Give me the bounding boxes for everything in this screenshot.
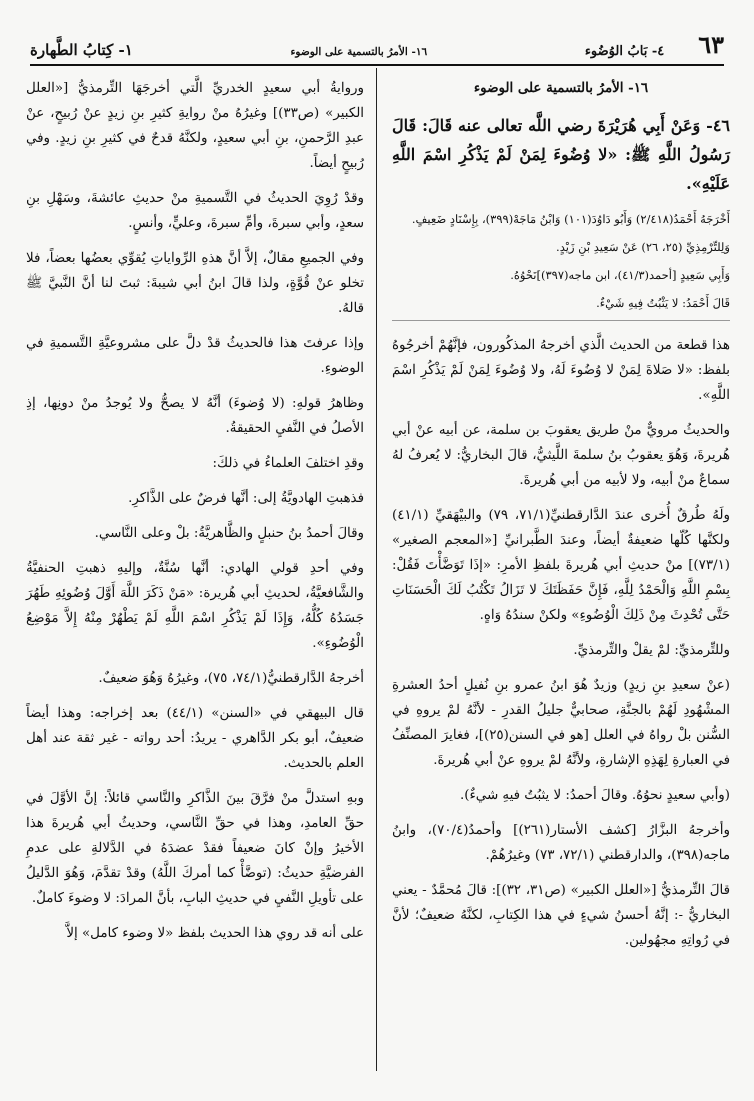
paragraph: وأخرجهُ البزَّارُ [كشف الأستار(٢٦١)] وأحمدُ(٧٠/٤)، وابنُ ماجه(٣٩٨)، والدارقطني (٧٢/١، ٧٣) وغيرُهُمْ. (392, 823, 730, 863)
source-line: قَالَ أَحْمَدُ: لا يَثْبُتُ فِيهِ شَيْءٌ. (596, 296, 730, 310)
paragraph: قال البيهقي في «السنن» (٤٤/١) بعد إخراجه: وهذا أيضاً ضعيفٌ، أبو بكر الدَّاهري - يريدُ: أحد رواته - غير ثقة عند أهل العلم بالحديث. (26, 706, 364, 771)
paragraph: قالَ التِّرمذيُّ [«العلل الكبير» (ص٣١، ٣٢)]: قالَ مُحمَّدٌ - يعني البخاريُّ -: إنَّهُ أحسنُ شيءٍ في هذا الكِتابِ، لكنَّهُ ضعيفٌ؛ لأنَّ في رُواتِهِ مجهُولين. (392, 883, 730, 948)
source-line: وَأَبِي سَعِيدٍ [أحمد(٤١/٣)، ابن ماجه(٣٩٧)]نَحْوُهُ. (510, 268, 730, 282)
paragraph: ولَهُ طُرقٌ أُخرى عندَ الدَّارقطنيِّ(٧١/١، ٧٩) والبيْهَقيِّ (٤١/١) ولكنَّها كُلّها ضعيفةٌ أيضاً، وعندَ الطَّبرانيِّ [«المعجم الصغير» (٧٣/١)] منْ حديثِ أبي هُريرةَ بلفظِ الأمرِ: «إذَا تَوَضَّأْتَ فَقُلْ: بِسْمِ اللَّهِ وَالْحَمْدُ لِلَّهِ، فَإِنَّ حَفَظَتَكَ لا تَزَالُ تَكْتُبُ لَكَ الْحَسَنَاتِ حَتَّى تُحْدِثَ مِنْ ذَلِكَ الْوُضُوءِ» ولكنْ سندُهُ وَاهٍ. (392, 508, 730, 623)
paragraph: وفي الجميعِ مقالٌ، إلاَّ أنَّ هذهِ الرِّواياتِ يُقوِّي بعضُها بعضاً، فلا تخلو عنْ قُوَّةٍ، ولذا قالَ ابنُ أبي شيبةَ: ثبتَ لنا أنَّ النَّبيَّ ﷺ قالهُ. (26, 251, 364, 316)
page-header (30, 28, 724, 66)
page-number: ٦٣ (698, 30, 724, 59)
paragraph: وفي أحدِ قولي الهادي: أنَّها سُنَّةٌ، وإليهِ ذهبتِ الحنفيَّةُ والشَّافعيَّةُ، لحديثِ أبي هُريرة: «مَنْ ذَكَرَ اللَّهَ أَوَّلَ وُضُوئِهِ طَهُرَ جَسَدُهُ كُلُّهُ، وَإِذَا لَمْ يَذْكُرِ اسْمَ اللَّهِ لَمْ يَطْهُرْ مِنْهُ إِلاَّ مَوْضِعُ الْوُضُوءِ». (26, 561, 364, 651)
left-column (26, 76, 364, 956)
paragraph: هذا قطعة من الحديث الَّذي أخرجهُ المذكُورون، فإنَّهُمْ أخرجُوهُ بلفظ: «لا صَلاةَ لِمَنْ لا وُضُوءَ لَهُ، ولا وُضُوءَ لِمَنْ لَمْ يَذْكُرِ اسْمَ اللَّهِ». (392, 338, 730, 403)
paragraph: وقالَ أحمدُ بنُ حنبلٍ والظَّاهريَّةُ: بلْ وعلى النَّاسي. (94, 526, 364, 541)
section-title: ١٦- الأمرُ بالتسمية على الوضوء (473, 80, 649, 96)
chapter-heading: ٤- بَابُ الوُضُوء (584, 44, 665, 59)
paragraph: (وأبي سعيدٍ نحوُهُ. وقالَ أحمدُ: لا يثبُتُ فيهِ شيءٌ). (460, 788, 730, 803)
paragraph: على أنه قد روي هذا الحديث بلفظ «لا وضوء كامل» إلاَّ (66, 926, 364, 941)
source-line: وَلِلتِّرْمِذِيِّ (٢٥، ٢٦) عَنْ سَعِيدِ بْنِ زَيْدٍ. (556, 240, 730, 254)
book-heading: ١- كِتابُ الطَّهارة (30, 41, 133, 59)
paragraph: فذهبتِ الهادويَّةُ إلى: أنَّها فرضٌ على الذَّاكرِ. (128, 491, 364, 506)
source-line: أَخْرَجَهُ أَحْمَدُ(٢/٤١٨) وَأَبُو دَاوُدَ(١٠١) وَابْنُ مَاجَهْ(٣٩٩)، بِإِسْنَادٍ ضَعِيفٍ. (411, 212, 730, 226)
hadith-text: ٤٦- وَعَنْ أَبِي هُرَيْرَةَ رضي اللَّه تعالى عنه قَالَ: قَالَ رَسُولُ اللَّهِ ﷺ: «لا وُضُوءَ لِمَنْ لَمْ يَذْكُرِ اسْمَ اللَّهِ عَلَيْهِ». (392, 116, 730, 193)
right-column (392, 76, 730, 963)
column-divider (376, 68, 377, 1071)
paragraph: وقدْ رُوِيَ الحديثُ في التَّسميةِ منْ حديثِ عائشةَ، وسَهْلِ بنِ سعدٍ، وأبي سبرةَ، وأمِّ سبرةَ، وعليٍّ، وأنسٍ. (26, 191, 364, 231)
paragraph: أخرجهُ الدَّارقطنيُّ(٧٤/١، ٧٥)، وغيرُهُ وَهُوَ ضعيفٌ. (98, 671, 364, 686)
paragraph: وللتِّرمذيِّ: لمْ يقلْ والتِّرمذيِّ. (573, 643, 730, 658)
paragraph: وإذا عرفتَ هذا فالحديثُ قدْ دلَّ على مشروعيَّةِ التَّسميةِ في الوضوءِ. (26, 336, 364, 376)
section-heading: ١٦- الأمرُ بالتسمية على الوضوء (290, 46, 428, 58)
paragraph: وقدِ اختلفَ العلماءُ في ذلكَ: (212, 456, 364, 471)
separator (392, 320, 730, 321)
paragraph: (عنْ سعيدِ بنِ زيدٍ) وزيدٌ هُوَ ابنُ عمرو بنِ نُفيلٍ أحدُ العشرةِ المشْهُودِ لَهُمْ بالجنَّةِ، صحابيٌّ جليلُ القدرِ - لأنَّهُ لمْ يروهِ في السُّنن بلْ رواهُ في العلل [هو في السنن(٢٥)]، فغايرَ المصنِّفُ في العبارةِ لِهَذِهِ الإشارةِ، ولأنَّهُ لمْ يروهِ عنْ أبي هُريرةَ. (392, 678, 730, 768)
paragraph: والحديثُ مرويٌّ منْ طريق يعقوبَ بن سلمة، عن أبيه عنْ أبي هُريرةَ، وَهُوَ يعقوبُ بنُ سلمةَ اللَّيثيُّ، قالَ البخاريُّ: لا يُعرفُ لهُ سماعٌ منْ أبيه، ولا لأبيه من أبي هُريرةَ. (392, 423, 730, 488)
paragraph: وظاهرُ قولهِ: (لا وُضوءَ) أنَّهُ لا يصحُّ ولا يُوجدُ منْ دونِها، إذِ الأصلُ في النَّفيِ الحقيقةُ. (26, 396, 364, 436)
paragraph: وبهِ استدلَّ منْ فرَّقَ بينَ الذَّاكرِ والنَّاسي قائلاً: إنَّ الأوَّلَ في حقِّ العامدِ، وهذا في حقِّ النَّاسي، وحديثُ أبي هُريرةَ هذا الأخيرُ وإنْ كانَ ضعيفاً فقدْ عضدَهُ في الدَّلالةِ على عدمِ الفرضيَّةِ حديثُ: (توضَّأْ كما أمركَ اللَّهُ) وقدْ تقدَّمَ، وَهُوَ الدَّليلُ على تأويلِ النَّفيِ في حديثِ البابِ، بأنَّ المرادَ: لا وضوءَ كاملٌ. (26, 791, 364, 906)
header-right (585, 30, 724, 64)
paragraph: وروايةُ أبي سعيدٍ الخدريِّ الَّتي أخرجَهَا التِّرمذيُّ [«العلل الكبير» (ص٣٣)] وغيرُهُ منْ روايةِ كثيرِ بنِ زيدٍ عنْ رُبيحٍ، عنْ عبدِ الرَّحمنِ، بنِ أبي سعيدٍ، ولكنَّهُ قدحٌ في كثيرِ بنِ زيدٍ. وفي رُبيحٍ أيضاً. (26, 81, 365, 171)
